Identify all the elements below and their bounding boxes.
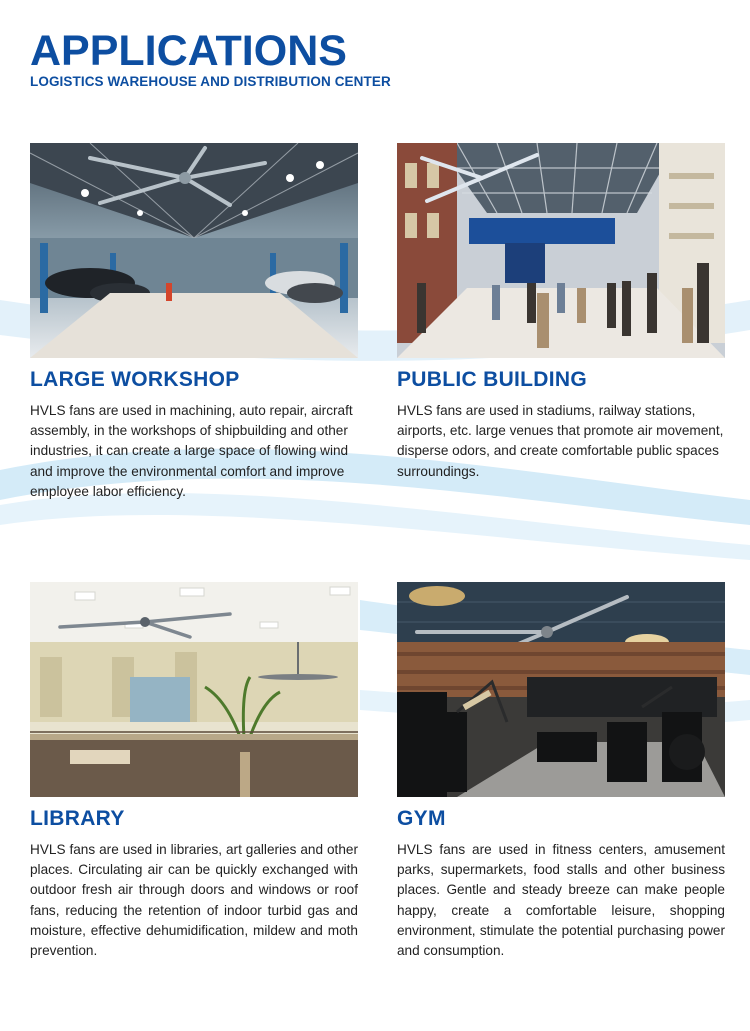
card-title: PUBLIC BUILDING: [397, 368, 587, 391]
card-description: HVLS fans are used in fitness centers, amusement parks, supermarkets, food stalls and other business places. Gentle and steady breeze can make people happy, create a comfortable leisure, shopping environment, stimulate the potential purchasing power and consumption.: [397, 842, 725, 959]
card-gym: [397, 582, 725, 961]
railway-station-photo: [397, 143, 725, 358]
page-header: [30, 28, 391, 89]
card-title: GYM: [397, 807, 446, 830]
card-description: HVLS fans are used in libraries, art galleries and other places. Circulating air can be quickly exchanged with outdoor fresh air through doors and windows or roof fans, reducing the retention of indoor turbid gas and moisture, effective dehumidification, mildew and moth prevention.: [30, 842, 358, 959]
gym-photo: [397, 582, 725, 797]
page-title: APPLICATIONS: [30, 27, 347, 75]
workshop-photo: [30, 143, 358, 358]
card-public-building: [397, 143, 725, 482]
card-title: LIBRARY: [30, 807, 125, 830]
page-subtitle: LOGISTICS WAREHOUSE AND DISTRIBUTION CENTER: [30, 74, 391, 89]
card-title: LARGE WORKSHOP: [30, 368, 240, 391]
card-library: [30, 582, 358, 961]
card-description: HVLS fans are used in machining, auto repair, aircraft assembly, in the workshops of shipbuilding and other industries, it can create a large space of flowing wind and improve the environmental comfort and improve employee labor efficiency.: [30, 403, 353, 499]
library-photo: [30, 582, 358, 797]
card-description: HVLS fans are used in stadiums, railway stations, airports, etc. large venues that promote air movement, disperse odors, and create comfortable public spaces surroundings.: [397, 403, 724, 479]
card-large-workshop: [30, 143, 358, 502]
